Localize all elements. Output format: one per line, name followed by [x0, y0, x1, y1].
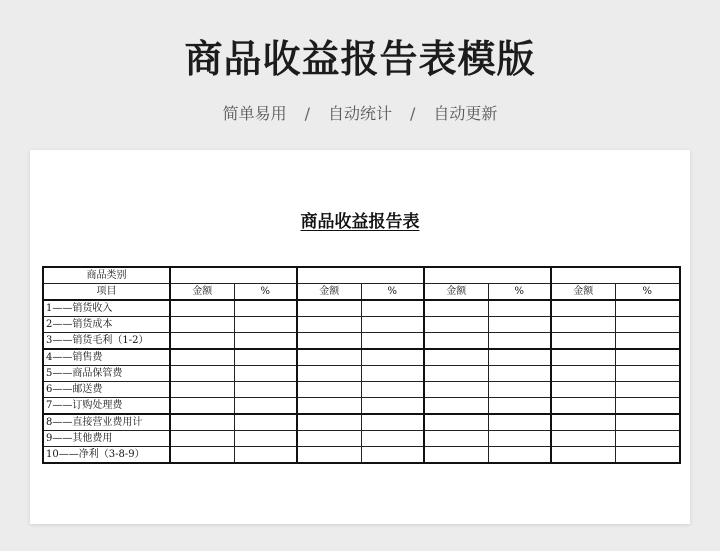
percent-value-cell [615, 431, 680, 447]
percent-value-cell [488, 398, 551, 415]
percent-value-cell [615, 300, 680, 317]
amount-value-cell [551, 317, 615, 333]
tag-separator: / [304, 104, 310, 123]
amount-header-cell: 金额 [297, 284, 361, 301]
amount-value-cell [424, 349, 488, 366]
percent-value-cell [361, 317, 424, 333]
percent-value-cell [488, 349, 551, 366]
amount-value-cell [170, 349, 234, 366]
amount-value-cell [551, 349, 615, 366]
row-label-cell: 4——销售费 [43, 349, 170, 366]
amount-value-cell [170, 333, 234, 350]
percent-value-cell [361, 300, 424, 317]
amount-value-cell [424, 382, 488, 398]
amount-value-cell [551, 366, 615, 382]
amount-value-cell [297, 333, 361, 350]
row-label-cell: 6——邮送费 [43, 382, 170, 398]
percent-value-cell [234, 333, 297, 350]
percent-value-cell [234, 398, 297, 415]
feature-tag: 自动更新 [433, 104, 498, 123]
amount-value-cell [551, 431, 615, 447]
amount-value-cell [297, 398, 361, 415]
percent-header-cell: % [361, 284, 424, 301]
row-label-cell: 1——销货收入 [43, 300, 170, 317]
percent-value-cell [488, 447, 551, 464]
amount-value-cell [551, 300, 615, 317]
table-row [43, 398, 680, 415]
amount-value-cell [170, 300, 234, 317]
table-row [43, 349, 680, 366]
row-label-cell: 3——销货毛利（1-2） [43, 333, 170, 350]
document-preview [30, 150, 690, 524]
percent-value-cell [361, 366, 424, 382]
percent-header-cell: % [234, 284, 297, 301]
amount-value-cell [297, 447, 361, 464]
sheet-title: 商品收益报告表 [300, 212, 420, 232]
percent-value-cell [615, 349, 680, 366]
feature-tag: 简单易用 [222, 104, 287, 123]
amount-value-cell [297, 414, 361, 431]
percent-value-cell [615, 333, 680, 350]
table-row [43, 317, 680, 333]
percent-value-cell [488, 382, 551, 398]
percent-value-cell [615, 366, 680, 382]
percent-value-cell [234, 447, 297, 464]
row-label-cell: 7——订购处理费 [43, 398, 170, 415]
percent-value-cell [361, 447, 424, 464]
table-row [43, 431, 680, 447]
amount-value-cell [297, 349, 361, 366]
amount-value-cell [297, 382, 361, 398]
row-label-cell: 5——商品保管费 [43, 366, 170, 382]
percent-value-cell [488, 431, 551, 447]
amount-value-cell [551, 398, 615, 415]
amount-value-cell [424, 431, 488, 447]
tag-separator: / [410, 104, 416, 123]
percent-value-cell [361, 382, 424, 398]
amount-header-cell: 金额 [170, 284, 234, 301]
category-group-cell [551, 267, 680, 284]
amount-value-cell [170, 414, 234, 431]
row-label-cell: 9——其他费用 [43, 431, 170, 447]
row-label-cell: 8——直接营业费用计 [43, 414, 170, 431]
sheet-title-wrap [30, 207, 690, 232]
percent-value-cell [488, 317, 551, 333]
report-table [42, 266, 681, 464]
category-header-cell: 商品类别 [43, 267, 170, 284]
amount-value-cell [424, 414, 488, 431]
category-group-cell [170, 267, 297, 284]
percent-value-cell [361, 349, 424, 366]
amount-value-cell [424, 398, 488, 415]
feature-tags [0, 101, 720, 124]
percent-value-cell [234, 300, 297, 317]
percent-value-cell [615, 414, 680, 431]
category-group-cell [297, 267, 424, 284]
percent-header-cell: % [488, 284, 551, 301]
amount-value-cell [170, 431, 234, 447]
percent-value-cell [234, 382, 297, 398]
percent-value-cell [234, 349, 297, 366]
percent-value-cell [488, 366, 551, 382]
amount-value-cell [424, 447, 488, 464]
percent-value-cell [615, 398, 680, 415]
amount-value-cell [551, 382, 615, 398]
percent-value-cell [234, 366, 297, 382]
row-label-cell: 10——净利（3-8-9） [43, 447, 170, 464]
header-row-category [43, 267, 680, 284]
percent-value-cell [488, 300, 551, 317]
percent-value-cell [488, 333, 551, 350]
table-row [43, 333, 680, 350]
percent-value-cell [234, 317, 297, 333]
percent-value-cell [234, 431, 297, 447]
percent-value-cell [361, 398, 424, 415]
amount-value-cell [424, 366, 488, 382]
table-row [43, 366, 680, 382]
amount-value-cell [170, 382, 234, 398]
amount-value-cell [297, 317, 361, 333]
amount-value-cell [424, 300, 488, 317]
percent-value-cell [361, 431, 424, 447]
amount-value-cell [297, 366, 361, 382]
amount-value-cell [551, 447, 615, 464]
percent-value-cell [615, 317, 680, 333]
category-group-cell [424, 267, 551, 284]
table-row [43, 382, 680, 398]
table-row [43, 300, 680, 317]
amount-value-cell [424, 317, 488, 333]
amount-header-cell: 金额 [551, 284, 615, 301]
feature-tag: 自动统计 [327, 104, 392, 123]
header-row-item [43, 284, 680, 301]
percent-value-cell [234, 414, 297, 431]
item-header-cell: 项目 [43, 284, 170, 301]
amount-value-cell [170, 366, 234, 382]
amount-value-cell [551, 414, 615, 431]
row-label-cell: 2——销货成本 [43, 317, 170, 333]
amount-value-cell [424, 333, 488, 350]
amount-value-cell [297, 300, 361, 317]
amount-value-cell [170, 317, 234, 333]
amount-value-cell [297, 431, 361, 447]
percent-value-cell [615, 382, 680, 398]
percent-header-cell: % [615, 284, 680, 301]
amount-value-cell [170, 398, 234, 415]
percent-value-cell [361, 333, 424, 350]
amount-header-cell: 金额 [424, 284, 488, 301]
percent-value-cell [488, 414, 551, 431]
table-row [43, 414, 680, 431]
percent-value-cell [615, 447, 680, 464]
table-row [43, 447, 680, 464]
amount-value-cell [551, 333, 615, 350]
amount-value-cell [170, 447, 234, 464]
percent-value-cell [361, 414, 424, 431]
page-title: 商品收益报告表模版 [184, 37, 536, 81]
